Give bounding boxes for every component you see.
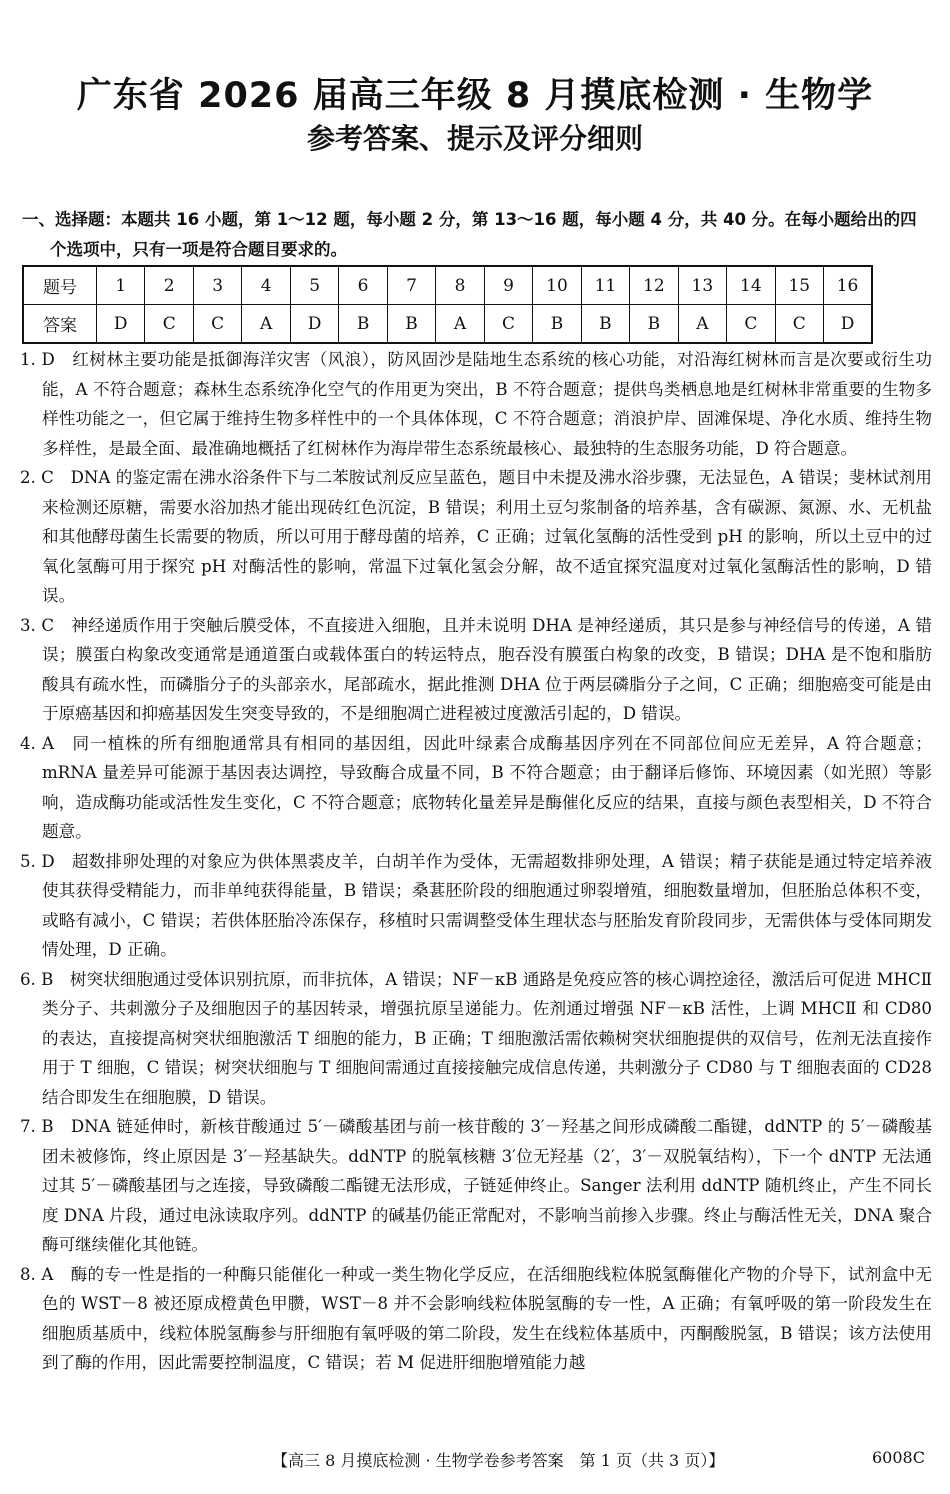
answer-cell: D [824, 305, 872, 344]
answer-cell: A [436, 305, 484, 344]
answer-cell: B [387, 305, 435, 344]
explanation-item [20, 847, 932, 965]
page-footer: 【高三 8 月摸底检测 · 生物学卷参考答案 第 1 页（共 3 页）】 [272, 1451, 725, 1470]
answer-table [22, 265, 873, 344]
page-title: 广东省 2026 届高三年级 8 月摸底检测 · 生物学 [76, 76, 874, 116]
answer-row [23, 305, 872, 344]
row-label-answer: 答案 [23, 305, 97, 344]
answer-cell: B [533, 305, 581, 344]
answer-cell: A [242, 305, 290, 344]
document-code: 6008C [872, 1448, 925, 1467]
explanation-item [20, 611, 932, 729]
answer-cell: B [581, 305, 629, 344]
question-number: 3 [193, 266, 241, 305]
item-text: DNA 链延伸时，新核苷酸通过 5′－磷酸基团与前一核苷酸的 3′－羟基之间形成磷酸二酯键，ddNTP 的 5′－磷酸基团未被修饰，终止原因是 3′－羟基缺失。ddNTP 的脱氧核糖 3′位无羟基（2′，3′－双脱氧结构），下一个 dNTP 无法通过其 5′－磷酸基团与之连接，导致磷酸二酯键无法形成，子链延伸终止。Sanger 法利用 ddNTP 随机终止，产生不同长度 DNA 片段，通过电泳读取序列。ddNTP 的碱基仍能正常配对，不影响当前掺入步骤。终止与酶活性无关，DNA 聚合酶可继续催化其他链。 [42, 1117, 932, 1254]
explanation-item [20, 345, 932, 463]
explanation-item [20, 1260, 932, 1378]
question-number: 5 [290, 266, 338, 305]
item-text: DNA 的鉴定需在沸水浴条件下与二苯胺试剂反应呈蓝色，题目中未提及沸水浴步骤，无法显色，A 错误；斐林试剂用来检测还原糖，需要水浴加热才能出现砖红色沉淀，B 错误；利用土豆匀浆制备的培养基，含有碳源、氮源、水、无机盐和其他酵母菌生长需要的物质，所以可用于酵母菌的培养，C 正确；过氧化氢酶的活性受到 pH 的影响，所以土豆中的过氧化氢酶可用于探究 pH 对酶活性的影响，常温下过氧化氢会分解，故不适宜探究温度对过氧化氢酶活性的影响，D 错误。 [42, 468, 932, 605]
answer-cell: D [290, 305, 338, 344]
question-number: 1 [97, 266, 145, 305]
answer-cell: C [145, 305, 193, 344]
item-text: 树突状细胞通过受体识别抗原，而非抗体，A 错误；NF－κB 通路是免疫应答的核心调控途径，激活后可促进 MHCⅡ 类分子、共刺激分子及细胞因子的基因转录，增强抗原呈递能力。佐剂通过增强 NF－κB 活性，上调 MHCⅡ 和 CD80 的表达，直接提高树突状细胞激活 T 细胞的能力，B 正确；T 细胞激活需依赖树突状细胞提供的双信号，佐剂无法直接作用于 T 细胞，C 错误；树突状细胞与 T 细胞间需通过直接接触完成信息传递，共刺激分子 CD80 与 T 细胞表面的 CD28 结合即发生在细胞膜，D 错误。 [42, 969, 933, 1107]
answer-cell: C [193, 305, 241, 344]
answer-cell: A [678, 305, 726, 344]
question-number: 12 [630, 266, 678, 305]
question-number: 11 [581, 266, 629, 305]
answer-cell: C [775, 305, 823, 344]
item-number: 2. C [20, 468, 54, 487]
question-number: 2 [145, 266, 193, 305]
item-number: 1. D [20, 350, 55, 369]
question-number: 9 [484, 266, 532, 305]
item-number: 8. A [20, 1264, 54, 1284]
page-subtitle: 参考答案、提示及评分细则 [306, 122, 643, 155]
question-number: 15 [775, 266, 823, 305]
explanation-item [20, 729, 932, 847]
answer-cell: C [727, 305, 775, 344]
item-number: 6. B [20, 969, 54, 989]
answer-cell: C [484, 305, 532, 344]
question-number-row [23, 266, 872, 305]
explanation-item [20, 965, 932, 1113]
item-number: 3. C [20, 615, 55, 635]
item-text: 超数排卵处理的对象应为供体黑裘皮羊，白胡羊作为受体，无需超数排卵处理，A 错误；精子获能是通过特定培养液使其获得受精能力，而非单纯获得能量，B 错误；桑葚胚阶段的细胞通过卵裂增殖，细胞数量增加，但胚胎总体积不变，或略有减小，C 错误；若供体胚胎冷冻保存，移植时只需调整受体生理状态与胚胎发育阶段同步，无需供体与受体同期发情处理，D 正确。 [42, 851, 932, 959]
question-number: 8 [436, 266, 484, 305]
explanation-item [20, 1112, 932, 1260]
item-text: 酶的专一性是指的一种酶只能催化一种或一类生物化学反应，在活细胞线粒体脱氢酶催化产物的介导下，试剂盒中无色的 WST－8 被还原成橙黄色甲臜，WST－8 并不会影响线粒体脱氢酶的专一性，A 正确；有氧呼吸的第一阶段发生在细胞质基质中，线粒体脱氢酶参与肝细胞有氧呼吸的第二阶段，发生在线粒体基质中，丙酮酸脱氢，B 错误；该方法使用到了酶的作用，因此需要控制温度，C 错误；若 M 促进肝细胞增殖能力越 [42, 1264, 933, 1372]
row-label-number: 题号 [23, 266, 97, 305]
section-heading [22, 205, 932, 265]
question-number: 14 [727, 266, 775, 305]
explanation-item [20, 463, 932, 611]
item-text: 神经递质作用于突触后膜受体，不直接进入细胞，且并未说明 DHA 是神经递质，其只是参与神经信号的传递，A 错误；膜蛋白构象改变通常是通道蛋白或载体蛋白的转运特点，胞吞没有膜蛋白构象的改变，B 错误；DHA 是不饱和脂肪酸具有疏水性，而磷脂分子的头部亲水，尾部疏水，据此推测 DHA 位于两层磷脂分子之间，C 正确；细胞癌变可能是由于原癌基因和抑癌基因发生突变导致的，不是细胞凋亡进程被过度激活引起的，D 错误。 [42, 615, 932, 723]
answer-cell: B [630, 305, 678, 344]
question-number: 4 [242, 266, 290, 305]
question-number: 13 [678, 266, 726, 305]
answer-cell: B [339, 305, 387, 344]
item-text: 同一植株的所有细胞通常具有相同的基因组，因此叶绿素合成酶基因序列在不同部位间应无差异，A 符合题意；mRNA 量差异可能源于基因表达调控，导致酶合成量不同，B 不符合题意；由于翻译后修饰、环境因素（如光照）等影响，造成酶功能或活性发生变化，C 不符合题意；底物转化量差异是酶催化反应的结果，直接与颜色表型相关，D 不符合题意。 [42, 733, 932, 841]
question-number: 16 [824, 266, 872, 305]
section-heading-line2: 个选项中，只有一项是符合题目要求的。 [50, 240, 347, 259]
question-number: 10 [533, 266, 581, 305]
section-heading-line1: 一、选择题：本题共 16 小题，第 1～12 题，每小题 2 分，第 13～16 题，每小题 4 分，共 40 分。在每小题给出的四 [22, 210, 917, 229]
explanation-list [20, 345, 932, 1378]
question-number: 7 [387, 266, 435, 305]
item-number: 5. D [20, 851, 55, 871]
item-number: 7. B [20, 1117, 54, 1136]
question-number: 6 [339, 266, 387, 305]
item-text: 红树林主要功能是抵御海洋灾害（风浪），防风固沙是陆地生态系统的核心功能，对沿海红树林而言是次要或衍生功能，A 不符合题意；森林生态系统净化空气的作用更为突出，B 不符合题意；提供鸟类栖息地是红树林非常重要的生物多样性功能之一，但它属于维持生物多样性中的一个具体体现，C 不符合题意；消浪护岸、固滩保堤、净化水质、维持生物多样性，是最全面、最准确地概括了红树林作为海岸带生态系统最核心、最独特的生态服务功能，D 符合题意。 [42, 350, 933, 458]
item-number: 4. A [20, 733, 55, 753]
answer-cell: D [97, 305, 145, 344]
